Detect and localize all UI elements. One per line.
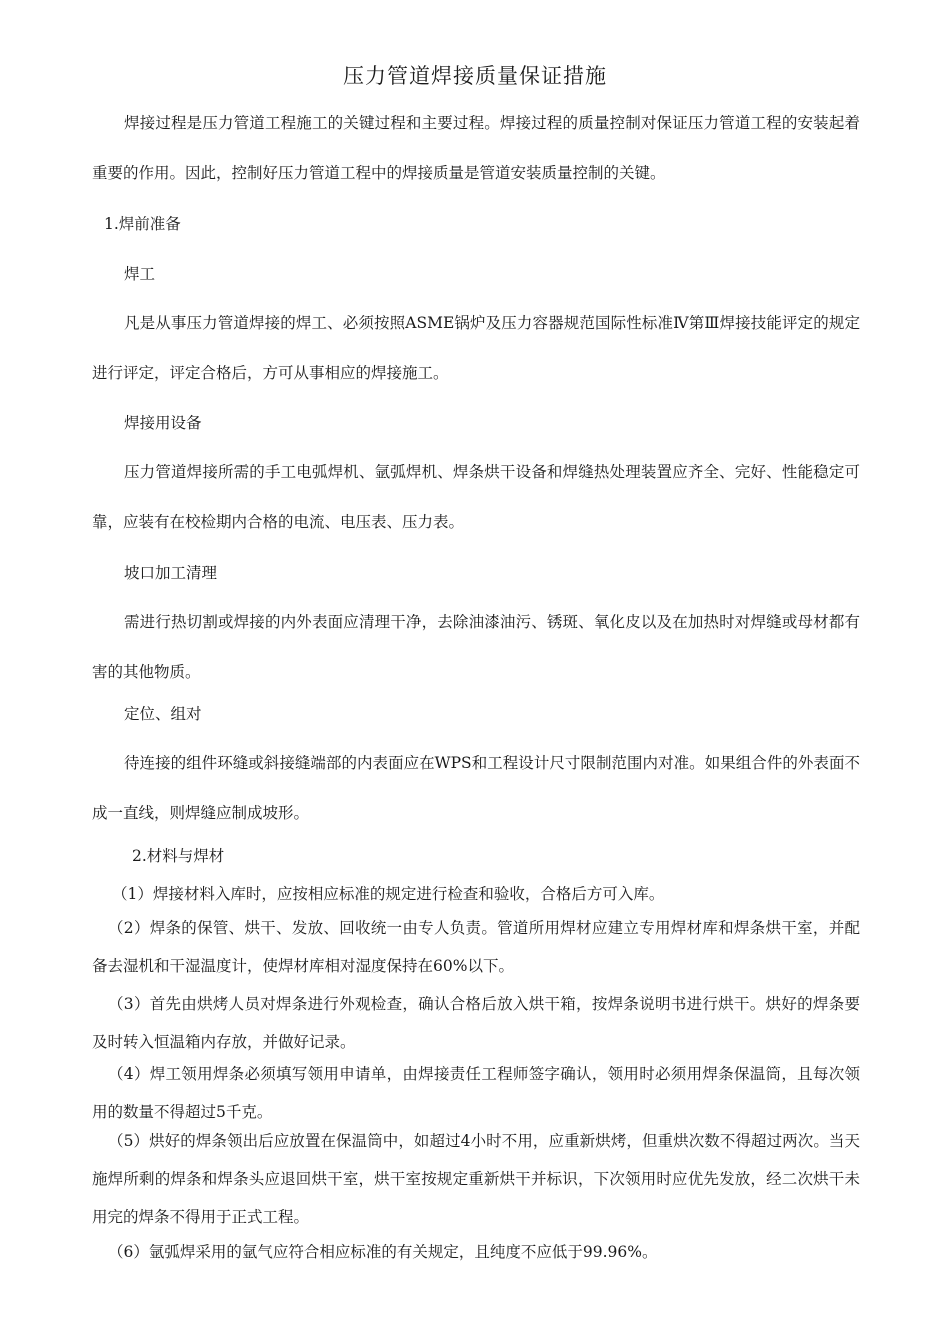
intro-paragraph: 焊接过程是压力管道工程施工的关键过程和主要过程。焊接过程的质量控制对保证压力管道工程的安装起着重要的作用。因此，控制好压力管道工程中的焊接质量是管道安装质量控制的关键。: [92, 114, 860, 182]
material-item-6: （6）氩弧焊采用的氩气应符合相应标准的有关规定，且纯度不应低于99.96%。: [108, 1243, 658, 1261]
equipment-paragraph: 压力管道焊接所需的手工电弧焊机、氩弧焊机、焊条烘干设备和焊缝热处理装置应齐全、完好、性能稳定可靠，应装有在校检期内合格的电流、电压表、压力表。: [92, 463, 860, 531]
material-item-1: （1）焊接材料入库时，应按相应标准的规定进行检查和验收，合格后方可入库。: [112, 885, 665, 903]
material-item-3: （3）首先由烘烤人员对焊条进行外观检查，确认合格后放入烘干箱，按焊条说明书进行烘干。烘好的焊条要及时转入恒温箱内存放，并做好记录。: [92, 995, 860, 1051]
section-heading-pre-weld: 1.焊前准备: [104, 215, 181, 233]
material-item-2: （2）焊条的保管、烘干、发放、回收统一由专人负责。管道所用焊材应建立专用焊材库和焊条烘干室，并配备去湿机和干湿温度计，使焊材库相对湿度保持在60%以下。: [92, 919, 860, 975]
fitup-paragraph: 待连接的组件环缝或斜接缝端部的内表面应在WPS和工程设计尺寸限制范围内对准。如果组合件的外表面不成一直线，则焊缝应制成坡形。: [92, 754, 860, 822]
material-item-5: （5）烘好的焊条领出后应放置在保温筒中，如超过4小时不用，应重新烘烤，但重烘次数不得超过两次。当天施焊所剩的焊条和焊条头应退回烘干室，烘干室按规定重新烘干并标识，下次领用时应优先发放，经二次烘干未用完的焊条不得用于正式工程。: [92, 1132, 860, 1226]
welder-paragraph: 凡是从事压力管道焊接的焊工、必须按照ASME锅炉及压力容器规范国际性标准Ⅳ第Ⅲ焊接技能评定的规定进行评定，评定合格后，方可从事相应的焊接施工。: [92, 314, 860, 382]
document-title: 压力管道焊接质量保证措施: [343, 64, 607, 88]
subheading-fitup: 定位、组对: [124, 705, 202, 723]
section-heading-materials: 2.材料与焊材: [132, 847, 225, 865]
subheading-groove: 坡口加工清理: [124, 564, 218, 582]
material-item-4: （4）焊工领用焊条必须填写领用申请单，由焊接责任工程师签字确认，领用时必须用焊条保温筒，且每次领用的数量不得超过5千克。: [92, 1065, 860, 1121]
groove-paragraph: 需进行热切割或焊接的内外表面应清理干净，去除油漆油污、锈斑、氧化皮以及在加热时对焊缝或母材都有害的其他物质。: [92, 613, 860, 681]
subheading-welder: 焊工: [124, 265, 156, 283]
subheading-equipment: 焊接用设备: [124, 414, 202, 432]
